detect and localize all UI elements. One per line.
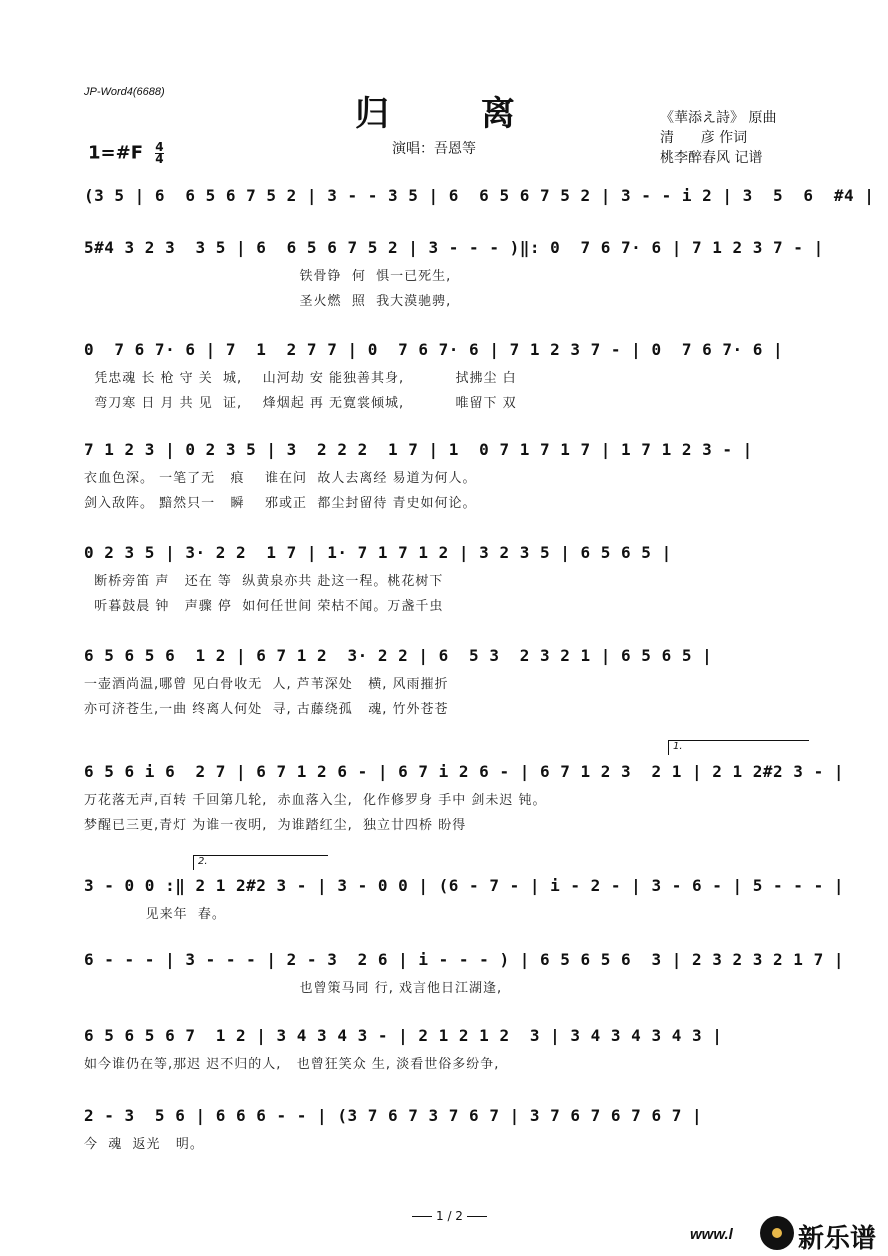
time-signature-top: 4 (155, 140, 164, 154)
lyric-line-1: 铁骨铮 何 惧一已死生, (84, 269, 452, 284)
score-system-8 (84, 876, 844, 922)
notes-line: 3 - 0 0 :‖ 2 1 2#2 3 - | 3 - 0 0 | (6 - 7 - | i - 2 - | 3 - 6 - | 5 - - - | (84, 876, 844, 895)
page-number-text: 1 / 2 (436, 1209, 463, 1223)
lyric-line-1: 万花落无声,百转 千回第几轮, 赤血落入尘, 化作修罗身 手中 剑未迟 钝。 (84, 793, 547, 808)
lyric-line-1: 见来年 春。 (84, 907, 226, 922)
notes-line: 6 5 6 5 6 1 2 | 6 7 1 2 3· 2 2 | 6 5 3 2 3 2 1 | 6 5 6 5 | (84, 646, 713, 665)
lyric-line-1: 凭忠魂 长 枪 守 关 城, 山河劫 安 能独善其身, 拭拂尘 白 (84, 371, 517, 386)
site-logo[interactable] (690, 1214, 888, 1254)
lyric-line-1: 也曾策马同 行, 戏言他日江湖逢, (84, 981, 503, 996)
score-system-3 (84, 340, 808, 411)
logo-url: www.l (690, 1226, 733, 1243)
time-signature (155, 142, 163, 165)
lyric-line-1: 断桥旁笛 声 还在 等 纵黄泉亦共 赴这一程。桃花树下 (84, 574, 444, 589)
source-label: JP-Word4(6688) (84, 86, 165, 98)
key-signature (88, 142, 164, 165)
notes-line: 6 - - - | 3 - - - | 2 - 3 2 6 | i - - - ) | 6 5 6 5 6 3 | 2 3 2 3 2 1 7 | (84, 950, 844, 969)
score-system-1 (84, 186, 875, 205)
notes-line: 5#4 3 2 3 3 5 | 6 6 5 6 7 5 2 | 3 - - - )‖: 0 7 6 7· 6 | 7 1 2 3 7 - | (84, 238, 824, 257)
notes-line: 6 5 6 i 6 2 7 | 6 7 1 2 6 - | 6 7 i 2 6 - | 6 7 1 2 3 2 1 | 2 1 2#2 3 - | (84, 762, 844, 781)
lyric-line-2: 听暮鼓晨 钟 声骤 停 如何任世间 荣枯不闻。万盏千虫 (84, 599, 444, 614)
credit-line-original: 《華添え詩》 原曲 (660, 110, 777, 126)
notes-line: 0 2 3 5 | 3· 2 2 1 7 | 1· 7 1 7 1 2 | 3 2 3 5 | 6 5 6 5 | (84, 543, 672, 562)
singer-credit: 演唱：吾恩等 (392, 141, 476, 157)
score-system-5 (84, 543, 808, 614)
key-label: 1=#F (88, 142, 143, 164)
score-system-7 (84, 762, 844, 833)
lyric-line-1: 如今谁仍在等,那迟 迟不归的人, 也曾狂笑众 生, 淡看世俗多纷争, (84, 1057, 500, 1072)
score-system-9 (84, 950, 844, 996)
lyric-line-2: 剑入敌阵。 黯然只一 瞬 邪或正 都尘封留待 青史如何论。 (84, 496, 477, 511)
lyric-line-1: 一壶酒尚温,哪曾 见白骨收无 人, 芦苇深处 横, 风雨摧折 (84, 677, 449, 692)
lyric-line-2: 亦可济苍生,一曲 终离人何处 寻, 古藤绕孤 魂, 竹外苍苍 (84, 702, 449, 717)
credit-line-lyricist: 清 彦 作词 (660, 130, 748, 146)
record-disc-icon (760, 1216, 794, 1250)
page-number (408, 1209, 491, 1223)
lyric-line-2: 圣火燃 照 我大漠驰骋, (84, 294, 452, 309)
score-system-11 (84, 1106, 808, 1152)
notes-line: (3 5 | 6 6 5 6 7 5 2 | 3 - - 3 5 | 6 6 5 6 7 5 2 | 3 - - i 2 | 3 5 6 #4 | (84, 186, 875, 205)
lyric-line-1: 今 魂 返光 明。 (84, 1137, 204, 1152)
score-system-2 (84, 238, 824, 309)
score-system-10 (84, 1026, 808, 1072)
score-system-6 (84, 646, 808, 717)
lyric-line-2: 弯刀寒 日 月 共 见 证, 烽烟起 再 无寛裳倾城, 唯留下 双 (84, 396, 517, 411)
notes-line: 7 1 2 3 | 0 2 3 5 | 3 2 2 2 1 7 | 1 0 7 1 7 1 7 | 1 7 1 2 3 - | (84, 440, 753, 459)
notes-line: 0 7 6 7· 6 | 7 1 2 7 7 | 0 7 6 7· 6 | 7 1 2 3 7 - | 0 7 6 7· 6 | (84, 340, 784, 359)
time-signature-bottom: 4 (155, 152, 164, 166)
lyric-line-1: 衣血色深。 一笔了无 痕 谁在问 故人去离经 易道为何人。 (84, 471, 477, 486)
notes-line: 2 - 3 5 6 | 6 6 6 - - | (3 7 6 7 3 7 6 7 | 3 7 6 7 6 7 6 7 | (84, 1106, 703, 1125)
credits-block (660, 108, 776, 168)
volta-second-ending: 2. (193, 855, 328, 870)
credit-line-transcriber: 桃李醉春风 记谱 (660, 150, 763, 166)
notes-line: 6 5 6 5 6 7 1 2 | 3 4 3 4 3 - | 2 1 2 1 2 3 | 3 4 3 4 3 4 3 | (84, 1026, 723, 1045)
volta-first-ending: 1. (668, 740, 809, 755)
song-title: 归 离 (355, 94, 555, 134)
score-system-4 (84, 440, 808, 511)
logo-name: 新乐谱 (798, 1224, 877, 1254)
lyric-line-2: 梦醒已三更,青灯 为谁一夜明, 为谁踏红尘, 独立廿四桥 盼得 (84, 818, 467, 833)
